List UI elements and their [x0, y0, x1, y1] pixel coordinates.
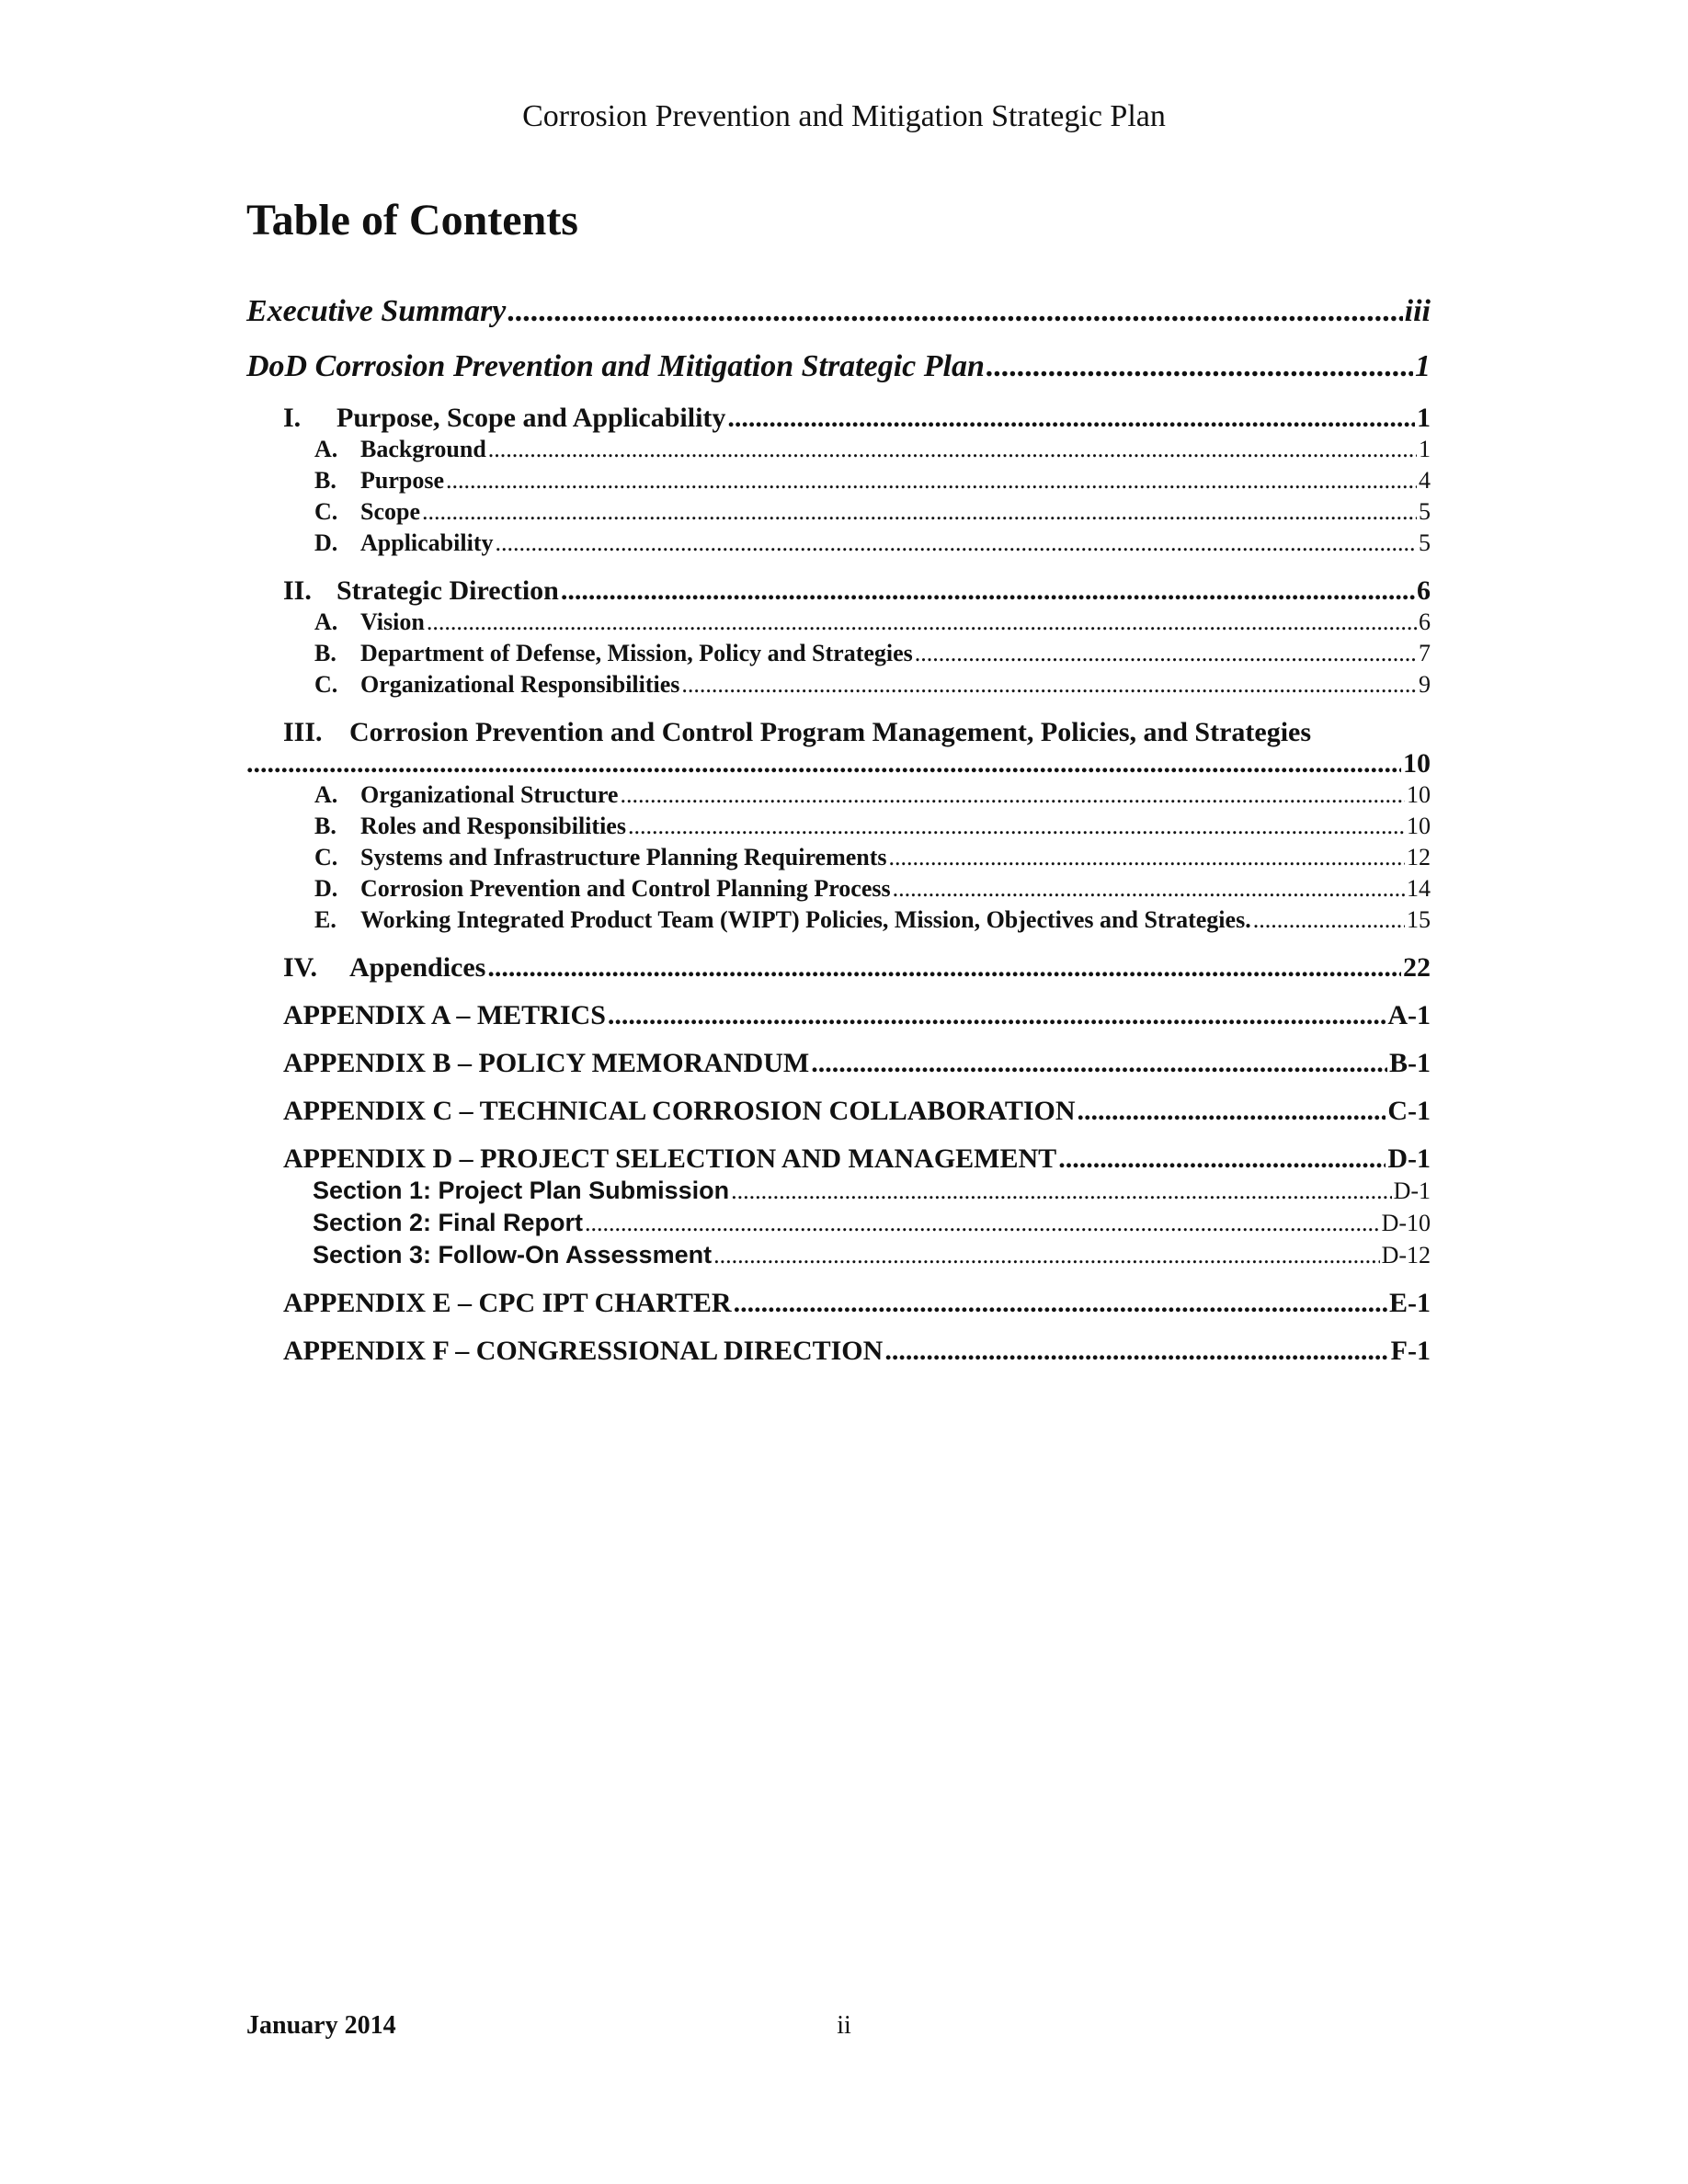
- dot-leader: [681, 669, 1417, 700]
- toc-page-number: 1: [1415, 349, 1431, 383]
- toc-subentry[interactable]: [246, 811, 1431, 842]
- subentry-title: Organizational Responsibilities: [360, 671, 680, 698]
- toc-page-number: iii: [1404, 294, 1431, 328]
- dot-leader: [628, 811, 1405, 842]
- page-title: Table of Contents: [246, 196, 578, 245]
- footer-page-number: ii: [837, 2011, 851, 2040]
- subentry-letter: C.: [314, 844, 338, 870]
- subentry-letter: A.: [314, 781, 338, 808]
- dot-leader: [488, 434, 1417, 465]
- appendix-section-title: Section 2: Final Report: [313, 1209, 584, 1236]
- subentry-letter: E.: [314, 906, 336, 933]
- subentry-title: Roles and Responsibilities: [360, 813, 626, 839]
- toc-subentry[interactable]: [246, 638, 1431, 669]
- toc-subentry[interactable]: [246, 669, 1431, 700]
- dot-leader: [1058, 1143, 1386, 1175]
- toc-subentry[interactable]: [246, 528, 1431, 559]
- subentry-letter: A.: [314, 609, 338, 635]
- section-number: II.: [283, 575, 312, 606]
- footer-date: January 2014: [246, 2011, 396, 2040]
- toc-page-number: 1: [1417, 403, 1431, 433]
- subentry-title: Applicability: [360, 529, 494, 556]
- toc-page-number: 1: [1419, 436, 1431, 462]
- subentry-title: Working Integrated Product Team (WIPT) Policies, Mission, Objectives and Strategies.: [360, 906, 1251, 933]
- dot-leader: [1253, 904, 1405, 936]
- toc-page-number: D-1: [1387, 1143, 1431, 1174]
- subentry-title: Background: [360, 436, 486, 462]
- subentry-letter: A.: [314, 436, 338, 462]
- subentry-letter: B.: [314, 467, 336, 494]
- subentry-title: Systems and Infrastructure Planning Requirements: [360, 844, 887, 870]
- dot-leader: [561, 575, 1415, 607]
- toc-page-number: 12: [1407, 844, 1431, 870]
- section-number: IV.: [283, 952, 317, 983]
- toc-page-number: A-1: [1387, 1000, 1431, 1030]
- dot-leader: [889, 842, 1405, 873]
- toc-page-number: E-1: [1389, 1288, 1431, 1318]
- toc-entry-label: DoD Corrosion Prevention and Mitigation Strategic Plan: [246, 349, 985, 383]
- dot-leader: [893, 873, 1405, 904]
- subentry-letter: C.: [314, 498, 338, 525]
- toc-section-iv[interactable]: [246, 952, 1431, 984]
- toc-entry-executive-summary[interactable]: [246, 294, 1431, 329]
- toc-page-number: 10: [1407, 781, 1431, 808]
- toc-page-number: D-10: [1381, 1210, 1431, 1236]
- toc-appendix-f[interactable]: [246, 1336, 1431, 1367]
- toc-subentry[interactable]: [246, 779, 1431, 811]
- toc-entry-strategic-plan[interactable]: [246, 349, 1431, 384]
- section-title: Strategic Direction: [336, 575, 559, 606]
- dot-leader: [727, 403, 1415, 434]
- toc-subentry[interactable]: [246, 904, 1431, 936]
- subentry-title: Scope: [360, 498, 420, 525]
- subentry-letter: D.: [314, 529, 338, 556]
- dot-leader: [811, 1048, 1387, 1079]
- subentry-letter: B.: [314, 640, 336, 666]
- appendix-section-title: Section 3: Follow-On Assessment: [313, 1241, 713, 1268]
- dot-leader: [734, 1288, 1387, 1319]
- subentry-title: Organizational Structure: [360, 781, 619, 808]
- toc-page-number: 6: [1419, 609, 1431, 635]
- dot-leader: [246, 748, 1401, 779]
- dot-leader: [487, 952, 1401, 984]
- toc-page-number: 22: [1403, 952, 1431, 983]
- toc-appendix-d-section[interactable]: [246, 1175, 1431, 1207]
- toc-page-number: 7: [1419, 640, 1431, 666]
- section-title: Corrosion Prevention and Control Program Management, Policies, and Strategies: [349, 717, 1312, 747]
- toc-subentry[interactable]: [246, 465, 1431, 496]
- dot-leader: [608, 1000, 1386, 1031]
- appendix-title: APPENDIX E – CPC IPT CHARTER: [283, 1288, 732, 1318]
- dot-leader: [731, 1175, 1391, 1207]
- appendix-title: APPENDIX D – PROJECT SELECTION AND MANAGEMENT: [283, 1143, 1057, 1174]
- dot-leader: [884, 1336, 1388, 1367]
- toc-entry-label: Executive Summary: [246, 294, 507, 328]
- dot-leader: [427, 607, 1417, 638]
- appendix-title: APPENDIX F – CONGRESSIONAL DIRECTION: [283, 1336, 884, 1366]
- toc-page-number: 10: [1403, 748, 1431, 779]
- dot-leader: [713, 1239, 1379, 1271]
- subentry-letter: C.: [314, 671, 338, 698]
- toc-appendix-c[interactable]: [246, 1096, 1431, 1127]
- running-header: Corrosion Prevention and Mitigation Strategic Plan: [522, 99, 1166, 133]
- toc-page-number: 5: [1419, 529, 1431, 556]
- appendix-title: APPENDIX B – POLICY MEMORANDUM: [283, 1048, 810, 1078]
- toc-subentry[interactable]: [246, 496, 1431, 528]
- dot-leader: [508, 294, 1402, 329]
- dot-leader: [446, 465, 1417, 496]
- subentry-title: Department of Defense, Mission, Policy and Strategies: [360, 640, 913, 666]
- toc-page-number: 6: [1417, 575, 1431, 606]
- toc-page-number: 5: [1419, 498, 1431, 525]
- section-title: Appendices: [349, 952, 486, 983]
- dot-leader: [620, 779, 1405, 811]
- subentry-letter: D.: [314, 875, 338, 902]
- toc-appendix-e[interactable]: [246, 1288, 1431, 1319]
- section-number: I.: [283, 403, 302, 433]
- subentry-title: Vision: [360, 609, 425, 635]
- section-title: Purpose, Scope and Applicability: [336, 403, 726, 433]
- toc-appendix-a[interactable]: [246, 1000, 1431, 1031]
- toc-section-i[interactable]: [246, 403, 1431, 434]
- dot-leader: [495, 528, 1417, 559]
- appendix-section-title: Section 1: Project Plan Submission: [313, 1177, 730, 1204]
- toc-page-number: 15: [1407, 906, 1431, 933]
- toc-page-number: F-1: [1390, 1336, 1431, 1366]
- toc-page-number: D-12: [1381, 1242, 1431, 1268]
- toc-appendix-d[interactable]: [246, 1143, 1431, 1175]
- toc-page-number: C-1: [1387, 1096, 1431, 1126]
- subentry-title: Corrosion Prevention and Control Planning Process: [360, 875, 891, 902]
- toc-page-number: 14: [1407, 875, 1431, 902]
- dot-leader: [915, 638, 1417, 669]
- toc-appendix-d-section[interactable]: [246, 1239, 1431, 1271]
- dot-leader: [585, 1207, 1380, 1239]
- toc-page-number: 9: [1419, 671, 1431, 698]
- toc-subentry[interactable]: [246, 607, 1431, 638]
- toc-subentry[interactable]: [246, 873, 1431, 904]
- dot-leader: [987, 349, 1413, 384]
- subentry-title: Purpose: [360, 467, 444, 494]
- toc-section-iii[interactable]: [246, 717, 1431, 779]
- section-number: III.: [283, 717, 323, 747]
- toc-appendix-b[interactable]: [246, 1048, 1431, 1079]
- appendix-title: APPENDIX C – TECHNICAL CORROSION COLLABORATION: [283, 1096, 1076, 1126]
- toc-appendix-d-section[interactable]: [246, 1207, 1431, 1239]
- table-of-contents: [246, 294, 1431, 1367]
- dot-leader: [1078, 1096, 1386, 1127]
- toc-page-number: D-1: [1393, 1177, 1431, 1204]
- toc-subentry[interactable]: [246, 842, 1431, 873]
- toc-page-number: 10: [1407, 813, 1431, 839]
- toc-subentry[interactable]: [246, 434, 1431, 465]
- toc-section-ii[interactable]: [246, 575, 1431, 607]
- toc-page-number: 4: [1419, 467, 1431, 494]
- subentry-letter: B.: [314, 813, 336, 839]
- dot-leader: [422, 496, 1417, 528]
- toc-page-number: B-1: [1389, 1048, 1431, 1078]
- appendix-title: APPENDIX A – METRICS: [283, 1000, 606, 1030]
